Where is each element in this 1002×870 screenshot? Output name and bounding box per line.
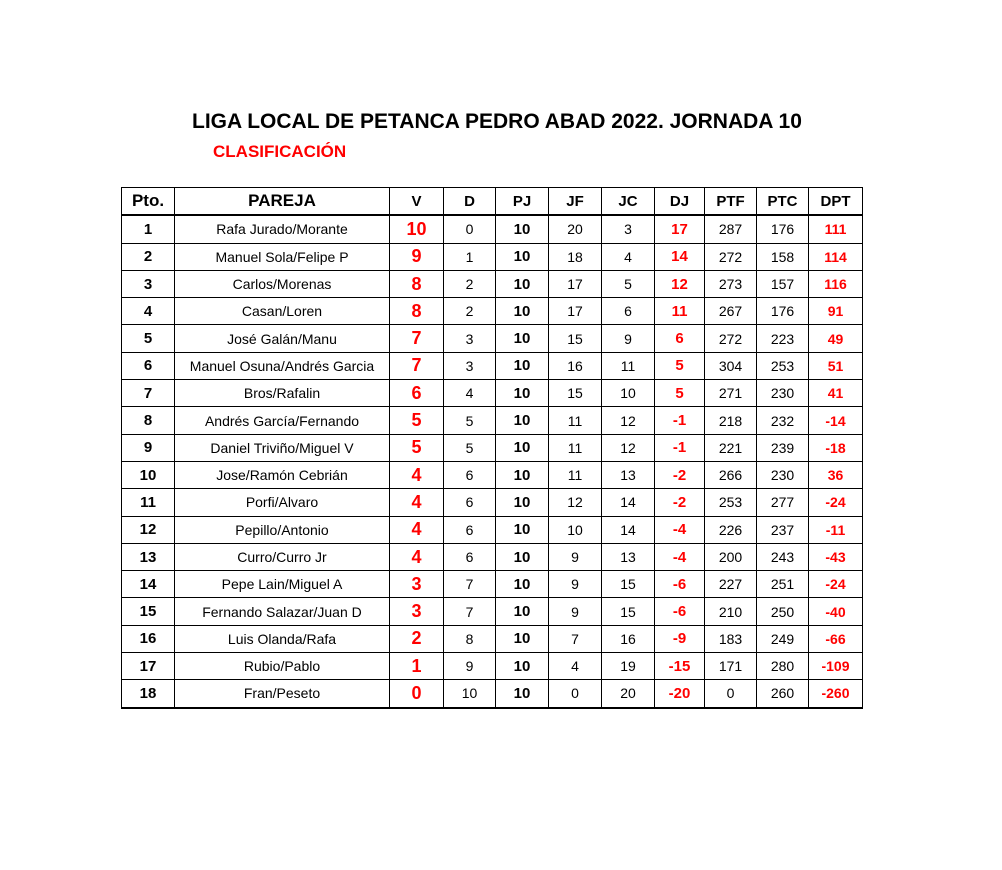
cell-dj: -6 — [655, 598, 705, 625]
cell-pos: 3 — [122, 270, 175, 297]
cell-pair: Pepillo/Antonio — [175, 516, 390, 543]
cell-jf: 9 — [549, 598, 602, 625]
cell-pos: 9 — [122, 434, 175, 461]
cell-dpt: 51 — [809, 352, 863, 379]
column-header-d: D — [444, 188, 496, 216]
cell-dj: 14 — [655, 243, 705, 270]
cell-dpt: -260 — [809, 680, 863, 708]
cell-d: 7 — [444, 571, 496, 598]
cell-v: 9 — [390, 243, 444, 270]
cell-jc: 15 — [602, 598, 655, 625]
cell-dpt: -14 — [809, 407, 863, 434]
cell-jc: 19 — [602, 653, 655, 680]
cell-ptf: 273 — [705, 270, 757, 297]
cell-pos: 8 — [122, 407, 175, 434]
cell-d: 6 — [444, 516, 496, 543]
cell-dpt: -24 — [809, 489, 863, 516]
cell-pair: Fernando Salazar/Juan D — [175, 598, 390, 625]
cell-ptc: 230 — [757, 380, 809, 407]
column-header-jc: JC — [602, 188, 655, 216]
cell-pos: 10 — [122, 461, 175, 488]
cell-dpt: 41 — [809, 380, 863, 407]
table-row — [122, 407, 863, 434]
cell-ptf: 272 — [705, 325, 757, 352]
standings-table — [121, 187, 863, 709]
cell-pair: Daniel Triviño/Miguel V — [175, 434, 390, 461]
cell-pj: 10 — [496, 325, 549, 352]
cell-jf: 17 — [549, 298, 602, 325]
cell-ptf: 171 — [705, 653, 757, 680]
cell-ptc: 176 — [757, 298, 809, 325]
cell-jc: 14 — [602, 489, 655, 516]
cell-pos: 6 — [122, 352, 175, 379]
cell-pos: 4 — [122, 298, 175, 325]
cell-ptc: 260 — [757, 680, 809, 708]
cell-ptf: 226 — [705, 516, 757, 543]
cell-jc: 15 — [602, 571, 655, 598]
table-row — [122, 243, 863, 270]
cell-ptf: 183 — [705, 625, 757, 652]
cell-v: 5 — [390, 407, 444, 434]
cell-v: 0 — [390, 680, 444, 708]
header-row — [122, 188, 863, 216]
cell-d: 7 — [444, 598, 496, 625]
table-row — [122, 653, 863, 680]
cell-dj: -6 — [655, 571, 705, 598]
cell-d: 2 — [444, 270, 496, 297]
cell-jf: 9 — [549, 543, 602, 570]
table-row — [122, 489, 863, 516]
cell-pos: 2 — [122, 243, 175, 270]
cell-jc: 12 — [602, 434, 655, 461]
cell-ptf: 0 — [705, 680, 757, 708]
cell-pj: 10 — [496, 571, 549, 598]
cell-ptc: 253 — [757, 352, 809, 379]
cell-v: 1 — [390, 653, 444, 680]
cell-jf: 20 — [549, 215, 602, 243]
table-row — [122, 325, 863, 352]
cell-dj: -4 — [655, 543, 705, 570]
cell-jf: 11 — [549, 407, 602, 434]
cell-d: 6 — [444, 489, 496, 516]
cell-dpt: -11 — [809, 516, 863, 543]
cell-d: 4 — [444, 380, 496, 407]
cell-dj: 6 — [655, 325, 705, 352]
cell-dj: 5 — [655, 352, 705, 379]
cell-pair: Manuel Sola/Felipe P — [175, 243, 390, 270]
cell-v: 2 — [390, 625, 444, 652]
cell-dj: 11 — [655, 298, 705, 325]
cell-ptf: 266 — [705, 461, 757, 488]
cell-dpt: 114 — [809, 243, 863, 270]
cell-jf: 11 — [549, 461, 602, 488]
cell-d: 6 — [444, 543, 496, 570]
cell-ptc: 277 — [757, 489, 809, 516]
cell-pj: 10 — [496, 680, 549, 708]
cell-jf: 10 — [549, 516, 602, 543]
cell-jc: 14 — [602, 516, 655, 543]
cell-pair: Jose/Ramón Cebrián — [175, 461, 390, 488]
cell-jf: 0 — [549, 680, 602, 708]
cell-pj: 10 — [496, 653, 549, 680]
cell-pj: 10 — [496, 516, 549, 543]
cell-pos: 15 — [122, 598, 175, 625]
page-subtitle: CLASIFICACIÓN — [213, 142, 347, 161]
cell-jf: 16 — [549, 352, 602, 379]
table-row — [122, 380, 863, 407]
cell-v: 6 — [390, 380, 444, 407]
table-row — [122, 680, 863, 708]
cell-d: 3 — [444, 325, 496, 352]
cell-ptf: 218 — [705, 407, 757, 434]
column-header-ptf: PTF — [705, 188, 757, 216]
table-row — [122, 352, 863, 379]
cell-jf: 15 — [549, 325, 602, 352]
cell-dj: -4 — [655, 516, 705, 543]
cell-v: 4 — [390, 461, 444, 488]
cell-jf: 4 — [549, 653, 602, 680]
cell-pair: Fran/Peseto — [175, 680, 390, 708]
cell-d: 2 — [444, 298, 496, 325]
cell-pos: 14 — [122, 571, 175, 598]
cell-dpt: -43 — [809, 543, 863, 570]
cell-d: 5 — [444, 434, 496, 461]
cell-v: 3 — [390, 598, 444, 625]
table-row — [122, 434, 863, 461]
cell-jc: 16 — [602, 625, 655, 652]
cell-dpt: 116 — [809, 270, 863, 297]
cell-jf: 18 — [549, 243, 602, 270]
column-header-jf: JF — [549, 188, 602, 216]
table-row — [122, 543, 863, 570]
cell-dpt: -109 — [809, 653, 863, 680]
table-row — [122, 625, 863, 652]
cell-dj: -2 — [655, 461, 705, 488]
cell-pj: 10 — [496, 352, 549, 379]
cell-dj: 12 — [655, 270, 705, 297]
cell-d: 5 — [444, 407, 496, 434]
cell-dpt: -18 — [809, 434, 863, 461]
cell-pos: 12 — [122, 516, 175, 543]
cell-ptf: 271 — [705, 380, 757, 407]
cell-ptc: 250 — [757, 598, 809, 625]
cell-ptf: 210 — [705, 598, 757, 625]
cell-jc: 12 — [602, 407, 655, 434]
cell-pair: Luis Olanda/Rafa — [175, 625, 390, 652]
cell-jc: 13 — [602, 461, 655, 488]
cell-v: 3 — [390, 571, 444, 598]
cell-jf: 15 — [549, 380, 602, 407]
cell-dj: -15 — [655, 653, 705, 680]
cell-pj: 10 — [496, 380, 549, 407]
cell-dpt: 49 — [809, 325, 863, 352]
cell-ptc: 280 — [757, 653, 809, 680]
cell-d: 0 — [444, 215, 496, 243]
cell-d: 10 — [444, 680, 496, 708]
cell-dpt: 36 — [809, 461, 863, 488]
cell-pj: 10 — [496, 434, 549, 461]
cell-v: 7 — [390, 352, 444, 379]
cell-d: 3 — [444, 352, 496, 379]
cell-ptf: 221 — [705, 434, 757, 461]
cell-pos: 17 — [122, 653, 175, 680]
cell-ptf: 253 — [705, 489, 757, 516]
cell-ptc: 239 — [757, 434, 809, 461]
table-row — [122, 516, 863, 543]
cell-dj: -1 — [655, 434, 705, 461]
cell-ptc: 237 — [757, 516, 809, 543]
cell-pair: Curro/Curro Jr — [175, 543, 390, 570]
column-header-pos: Pto. — [122, 188, 175, 216]
cell-ptf: 304 — [705, 352, 757, 379]
cell-ptc: 251 — [757, 571, 809, 598]
cell-ptc: 230 — [757, 461, 809, 488]
cell-d: 1 — [444, 243, 496, 270]
cell-pair: José Galán/Manu — [175, 325, 390, 352]
cell-dj: 5 — [655, 380, 705, 407]
cell-v: 10 — [390, 215, 444, 243]
cell-v: 8 — [390, 270, 444, 297]
cell-ptc: 232 — [757, 407, 809, 434]
cell-v: 4 — [390, 543, 444, 570]
cell-pos: 11 — [122, 489, 175, 516]
cell-ptc: 157 — [757, 270, 809, 297]
cell-pos: 1 — [122, 215, 175, 243]
cell-ptc: 176 — [757, 215, 809, 243]
cell-jc: 3 — [602, 215, 655, 243]
cell-jc: 11 — [602, 352, 655, 379]
cell-jc: 20 — [602, 680, 655, 708]
cell-jc: 10 — [602, 380, 655, 407]
table-row — [122, 598, 863, 625]
cell-pj: 10 — [496, 243, 549, 270]
table-row — [122, 270, 863, 297]
table-row — [122, 215, 863, 243]
cell-d: 8 — [444, 625, 496, 652]
table-row — [122, 298, 863, 325]
cell-pj: 10 — [496, 625, 549, 652]
cell-dj: -9 — [655, 625, 705, 652]
cell-v: 4 — [390, 489, 444, 516]
cell-dj: 17 — [655, 215, 705, 243]
cell-pj: 10 — [496, 543, 549, 570]
column-header-dj: DJ — [655, 188, 705, 216]
cell-d: 6 — [444, 461, 496, 488]
cell-pj: 10 — [496, 407, 549, 434]
cell-ptf: 227 — [705, 571, 757, 598]
cell-dpt: 111 — [809, 215, 863, 243]
cell-pair: Andrés García/Fernando — [175, 407, 390, 434]
cell-jf: 9 — [549, 571, 602, 598]
cell-dj: -1 — [655, 407, 705, 434]
cell-pair: Manuel Osuna/Andrés Garcia — [175, 352, 390, 379]
cell-dpt: -24 — [809, 571, 863, 598]
page-title: LIGA LOCAL DE PETANCA PEDRO ABAD 2022. JORNADA 10 — [192, 110, 802, 133]
cell-pair: Rafa Jurado/Morante — [175, 215, 390, 243]
cell-dpt: 91 — [809, 298, 863, 325]
cell-jf: 12 — [549, 489, 602, 516]
cell-pos: 7 — [122, 380, 175, 407]
cell-ptf: 287 — [705, 215, 757, 243]
cell-dj: -20 — [655, 680, 705, 708]
cell-v: 7 — [390, 325, 444, 352]
column-header-pj: PJ — [496, 188, 549, 216]
cell-jc: 6 — [602, 298, 655, 325]
cell-pos: 13 — [122, 543, 175, 570]
table-row — [122, 461, 863, 488]
cell-pair: Pepe Lain/Miguel A — [175, 571, 390, 598]
cell-d: 9 — [444, 653, 496, 680]
cell-ptc: 243 — [757, 543, 809, 570]
cell-jc: 9 — [602, 325, 655, 352]
cell-v: 4 — [390, 516, 444, 543]
cell-dpt: -66 — [809, 625, 863, 652]
cell-jc: 13 — [602, 543, 655, 570]
cell-ptc: 223 — [757, 325, 809, 352]
cell-jf: 11 — [549, 434, 602, 461]
cell-ptf: 267 — [705, 298, 757, 325]
cell-ptc: 249 — [757, 625, 809, 652]
cell-pair: Carlos/Morenas — [175, 270, 390, 297]
cell-pj: 10 — [496, 598, 549, 625]
cell-dj: -2 — [655, 489, 705, 516]
cell-jc: 5 — [602, 270, 655, 297]
cell-pj: 10 — [496, 461, 549, 488]
cell-dpt: -40 — [809, 598, 863, 625]
cell-pair: Porfi/Alvaro — [175, 489, 390, 516]
column-header-pair: PAREJA — [175, 188, 390, 216]
cell-v: 8 — [390, 298, 444, 325]
cell-pj: 10 — [496, 298, 549, 325]
cell-ptc: 158 — [757, 243, 809, 270]
cell-pair: Rubio/Pablo — [175, 653, 390, 680]
cell-pair: Bros/Rafalin — [175, 380, 390, 407]
cell-pos: 5 — [122, 325, 175, 352]
cell-ptf: 272 — [705, 243, 757, 270]
cell-pos: 18 — [122, 680, 175, 708]
cell-jf: 17 — [549, 270, 602, 297]
cell-pos: 16 — [122, 625, 175, 652]
table-row — [122, 571, 863, 598]
cell-pj: 10 — [496, 489, 549, 516]
column-header-dpt: DPT — [809, 188, 863, 216]
cell-pj: 10 — [496, 270, 549, 297]
column-header-v: V — [390, 188, 444, 216]
cell-pj: 10 — [496, 215, 549, 243]
cell-pair: Casan/Loren — [175, 298, 390, 325]
cell-ptf: 200 — [705, 543, 757, 570]
cell-jf: 7 — [549, 625, 602, 652]
column-header-ptc: PTC — [757, 188, 809, 216]
cell-jc: 4 — [602, 243, 655, 270]
cell-v: 5 — [390, 434, 444, 461]
